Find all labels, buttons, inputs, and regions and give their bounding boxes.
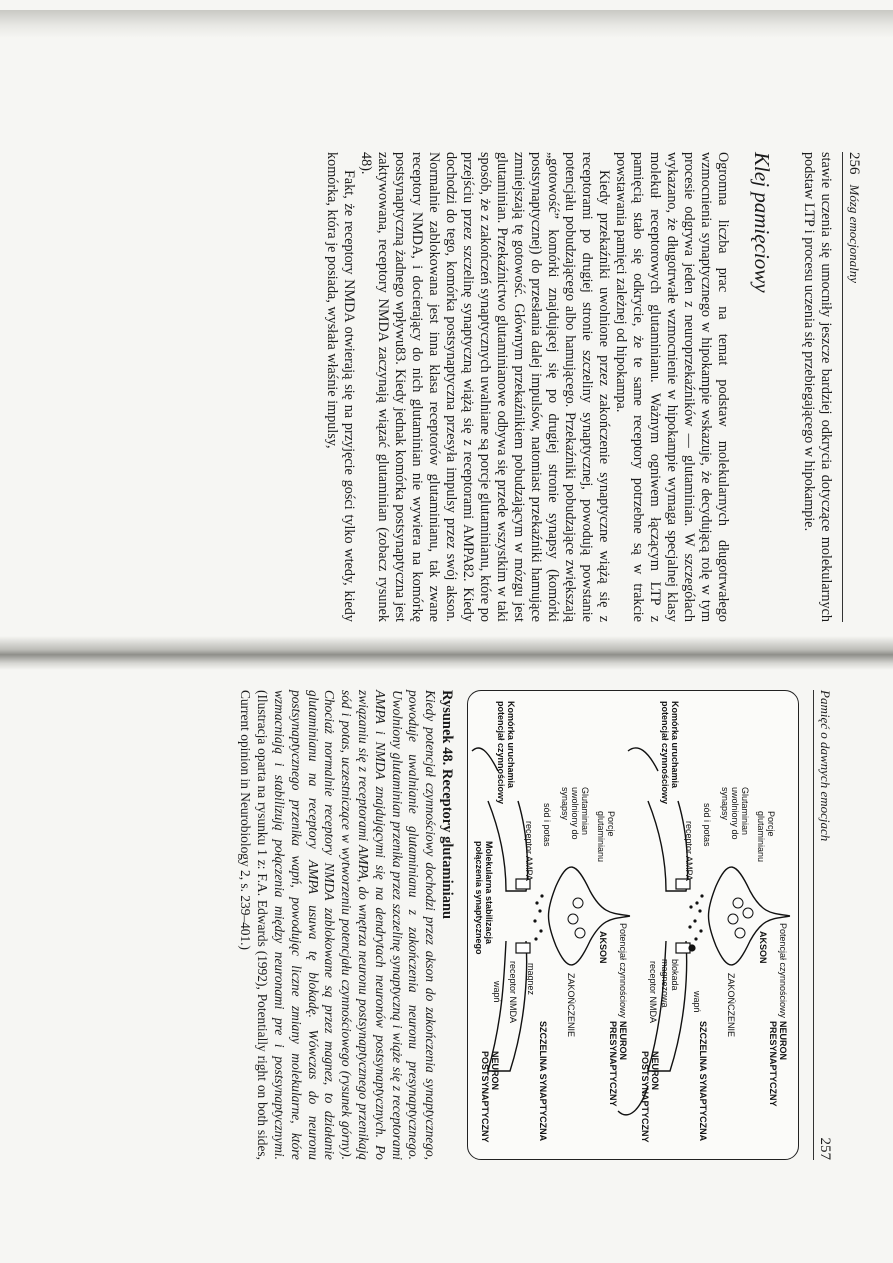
label-neuron-pre-top: NEURON PRESYNAPTYCZNY [768, 1021, 788, 1107]
label-sod-potas-bottom: sód i potas [542, 803, 552, 847]
running-title: Pamięć o dawnych emocjach [818, 690, 833, 842]
label-komorka-bottom: Komórka uruchamia potencjał czynnościowy [496, 701, 516, 805]
label-potencjal-bottom: Potencjał czynnościowy [618, 923, 628, 1019]
label-zakonczenie-top: ZAKOŃCZENIE [726, 973, 736, 1038]
label-neuron-post-top: NEURON POSTSYNAPTYCZNY [640, 1051, 660, 1143]
page-257 [237, 690, 833, 1160]
opening-paragraph: stawie uczenia się umocniły jeszcze bardziej odkrycia dotyczące molekularnych podstaw LTP i procesu uczenia się przebiegającego w hipokampie. [801, 152, 834, 622]
page-header [842, 152, 862, 622]
label-neuron-pre-bottom: NEURON PRESYNAPTYCZNY [608, 1021, 628, 1107]
label-receptor-ampa-bottom: receptor AMPA [524, 821, 534, 881]
page-header [813, 690, 833, 1160]
label-wapn-top: wapń [692, 991, 702, 1013]
scan-edge-top [0, 10, 893, 38]
label-glutaminian-top: Glutaminian uwolniony do synapsy [720, 787, 750, 840]
label-szczelina-bottom: SZCZELINA SYNAPTYCZNA [538, 1021, 548, 1142]
label-potencjal-top: Potencjał czynnościowy [778, 923, 788, 1019]
label-szczelina-top: SZCZELINA SYNAPTYCZNA [698, 1021, 708, 1142]
receptors-bottom [516, 879, 530, 953]
figure-48-diagram [467, 690, 799, 1160]
page-256 [323, 152, 862, 622]
label-komorka-top: Komórka uruchamia potencjał czynnościowy [660, 701, 680, 805]
caption-title: Rysunek 48. Receptory glutaminianu [439, 690, 455, 920]
caption-source: (Ilustracja oparta na rysunku 1 z: F.A. Edwards (1992), Potentially right on both sides, Current opinion in Neurobiology 2, s. 239–401.) [238, 690, 271, 1160]
body-paragraph: Ogromna liczba prac na temat podstaw molekularnych długotrwałego wzmocnienia synaptycznego w hipokampie wskazuje, że decydującą rolę w tym procesie odgrywa jeden z neuroprzekaźników — glutaminian. W szczegółach wykazano, że długotrwałe wzmocnienie w hipokampie wymaga specjalnej klasy molekuł receptorowych glutaminianu. Ważnym ogniwem łączącym LTP z pamięcią stało się odkrycie, że te same receptory potrzebne są w trakcie powstawania pamięci zależnej od hipokampa. [613, 152, 731, 622]
page-number: 256 [846, 152, 862, 175]
label-porcje-top: Porcje glutaminianu [756, 811, 776, 863]
label-wapn-bottom: wapń [492, 981, 502, 1003]
label-zakonczenie-bottom: ZAKOŃCZENIE [566, 973, 576, 1038]
glutamate-dots-top [688, 894, 703, 940]
arrow-top-left [628, 748, 658, 771]
vesicles-bottom [568, 898, 585, 938]
glutamate-dots-bottom [533, 894, 543, 940]
caption-body: Kiedy potencjał czynnościowy dochodzi przez akson do zakończenia synaptycznego, powoduje uwalnianie glutaminianu z zakończenia neuronu presynaptycznego. Uwolniony glutaminian przenika przez szczelinę synaptyczną i wiąże się z receptorami AMPA i NMDA znajdującymi się na dendrytach neuronów postsynaptycznych. Po związaniu się z receptorami AMPA, do wnętrza neuronu postsynaptycznego przenikają sód i potas, uczestniczące w wytworzeniu potencjału czynnościowego (rysunek górny). Chociaż normalnie receptory NMDA zablokowane są przez magnez, to działanie glutaminianu na receptory AMPA usuwa tę blokadę. Wówczas do neuronu postsynaptycznego przenika wapń, powodując liczne zmiany molekularne, które wzmacniają i stabilizują połączenia między neuronami pre i postsynaptycznymi. [272, 690, 439, 1160]
scan-gutter-shadow [0, 636, 893, 670]
label-molekularna: Molekularna stabilizacja połączenia synaptycznego [474, 841, 494, 955]
section-title: Klej pamięciowy [750, 152, 774, 293]
body-paragraph: Fakt, że receptory NMDA otwierają się na przyjęcie gości tylko wtedy, kiedy komórka, która je posiada, wysłała właśnie impulsy, [324, 152, 357, 622]
arrow-bottom-left [472, 748, 498, 771]
label-neuron-post-bottom: NEURON POSTSYNAPTYCZNY [480, 1051, 500, 1143]
postsyn-dendrite-left-top [648, 801, 688, 891]
label-receptor-nmda-bottom: receptor NMDA [508, 961, 518, 1024]
label-porcje-bottom: Porcje glutaminianu [596, 811, 616, 863]
label-akson-bottom: AKSON [598, 931, 608, 964]
figure-caption [237, 690, 455, 1160]
label-glutaminian-bottom: Glutaminian uwolniony do synapsy [560, 787, 590, 840]
label-receptor-nmda-top: receptor NMDA [648, 961, 658, 1024]
page-number: 257 [817, 1137, 833, 1160]
vesicles-top [728, 898, 753, 938]
body-paragraph: Kiedy przekaźniki uwolnione przez zakończenie synaptyczne wiążą się z receptorami po drugiej stronie szczeliny synaptycznej, powodują powstanie potencjału pobudzającego albo hamującego. Przekaźniki pobudzające zwiększają „gotowość” komórki znajdującej się po drugiej stronie synapsy (komórki postsynaptycznej) do przesłania dalej impulsów, natomiast przekaźniki hamujące zmniejszają tę gotowość. Głównym przekaźnikiem pobudzającym w mózgu jest glutaminian. Przekaźnictwo glutaminianowe odbywa się przede wszystkim w taki sposób, że z zakończeń synaptycznych uwalniane są porcje glutaminianu, które po przejściu przez szczelinę synaptyczną wiążą się z receptorami AMPA82. Kiedy dochodzi do tego, komórka postsynaptyczna przesyła impulsy przez swój akson. Normalnie zablokowana jest inna klasa receptorów glutaminianu, tak zwane receptory NMDA, i docierający do nich glutaminian nie wywiera na komórkę postsynaptyczną żadnego wpływu83. Kiedy jednak komórka postsynaptyczna jest zaktywowana, receptory NMDA zaczynają wiązać glutaminian (zobacz rysunek 48). [358, 152, 612, 622]
label-akson-top: AKSON [758, 931, 768, 964]
label-magnez: magnez [526, 963, 536, 996]
running-title: Mózg emocjonalny [847, 184, 862, 284]
label-receptor-ampa-top: receptor AMPA [684, 821, 694, 881]
synapse-diagram [468, 691, 798, 1160]
label-sod-potas-top: sód i potas [702, 803, 712, 847]
label-blokada: blokada magnezowa [660, 959, 680, 1008]
